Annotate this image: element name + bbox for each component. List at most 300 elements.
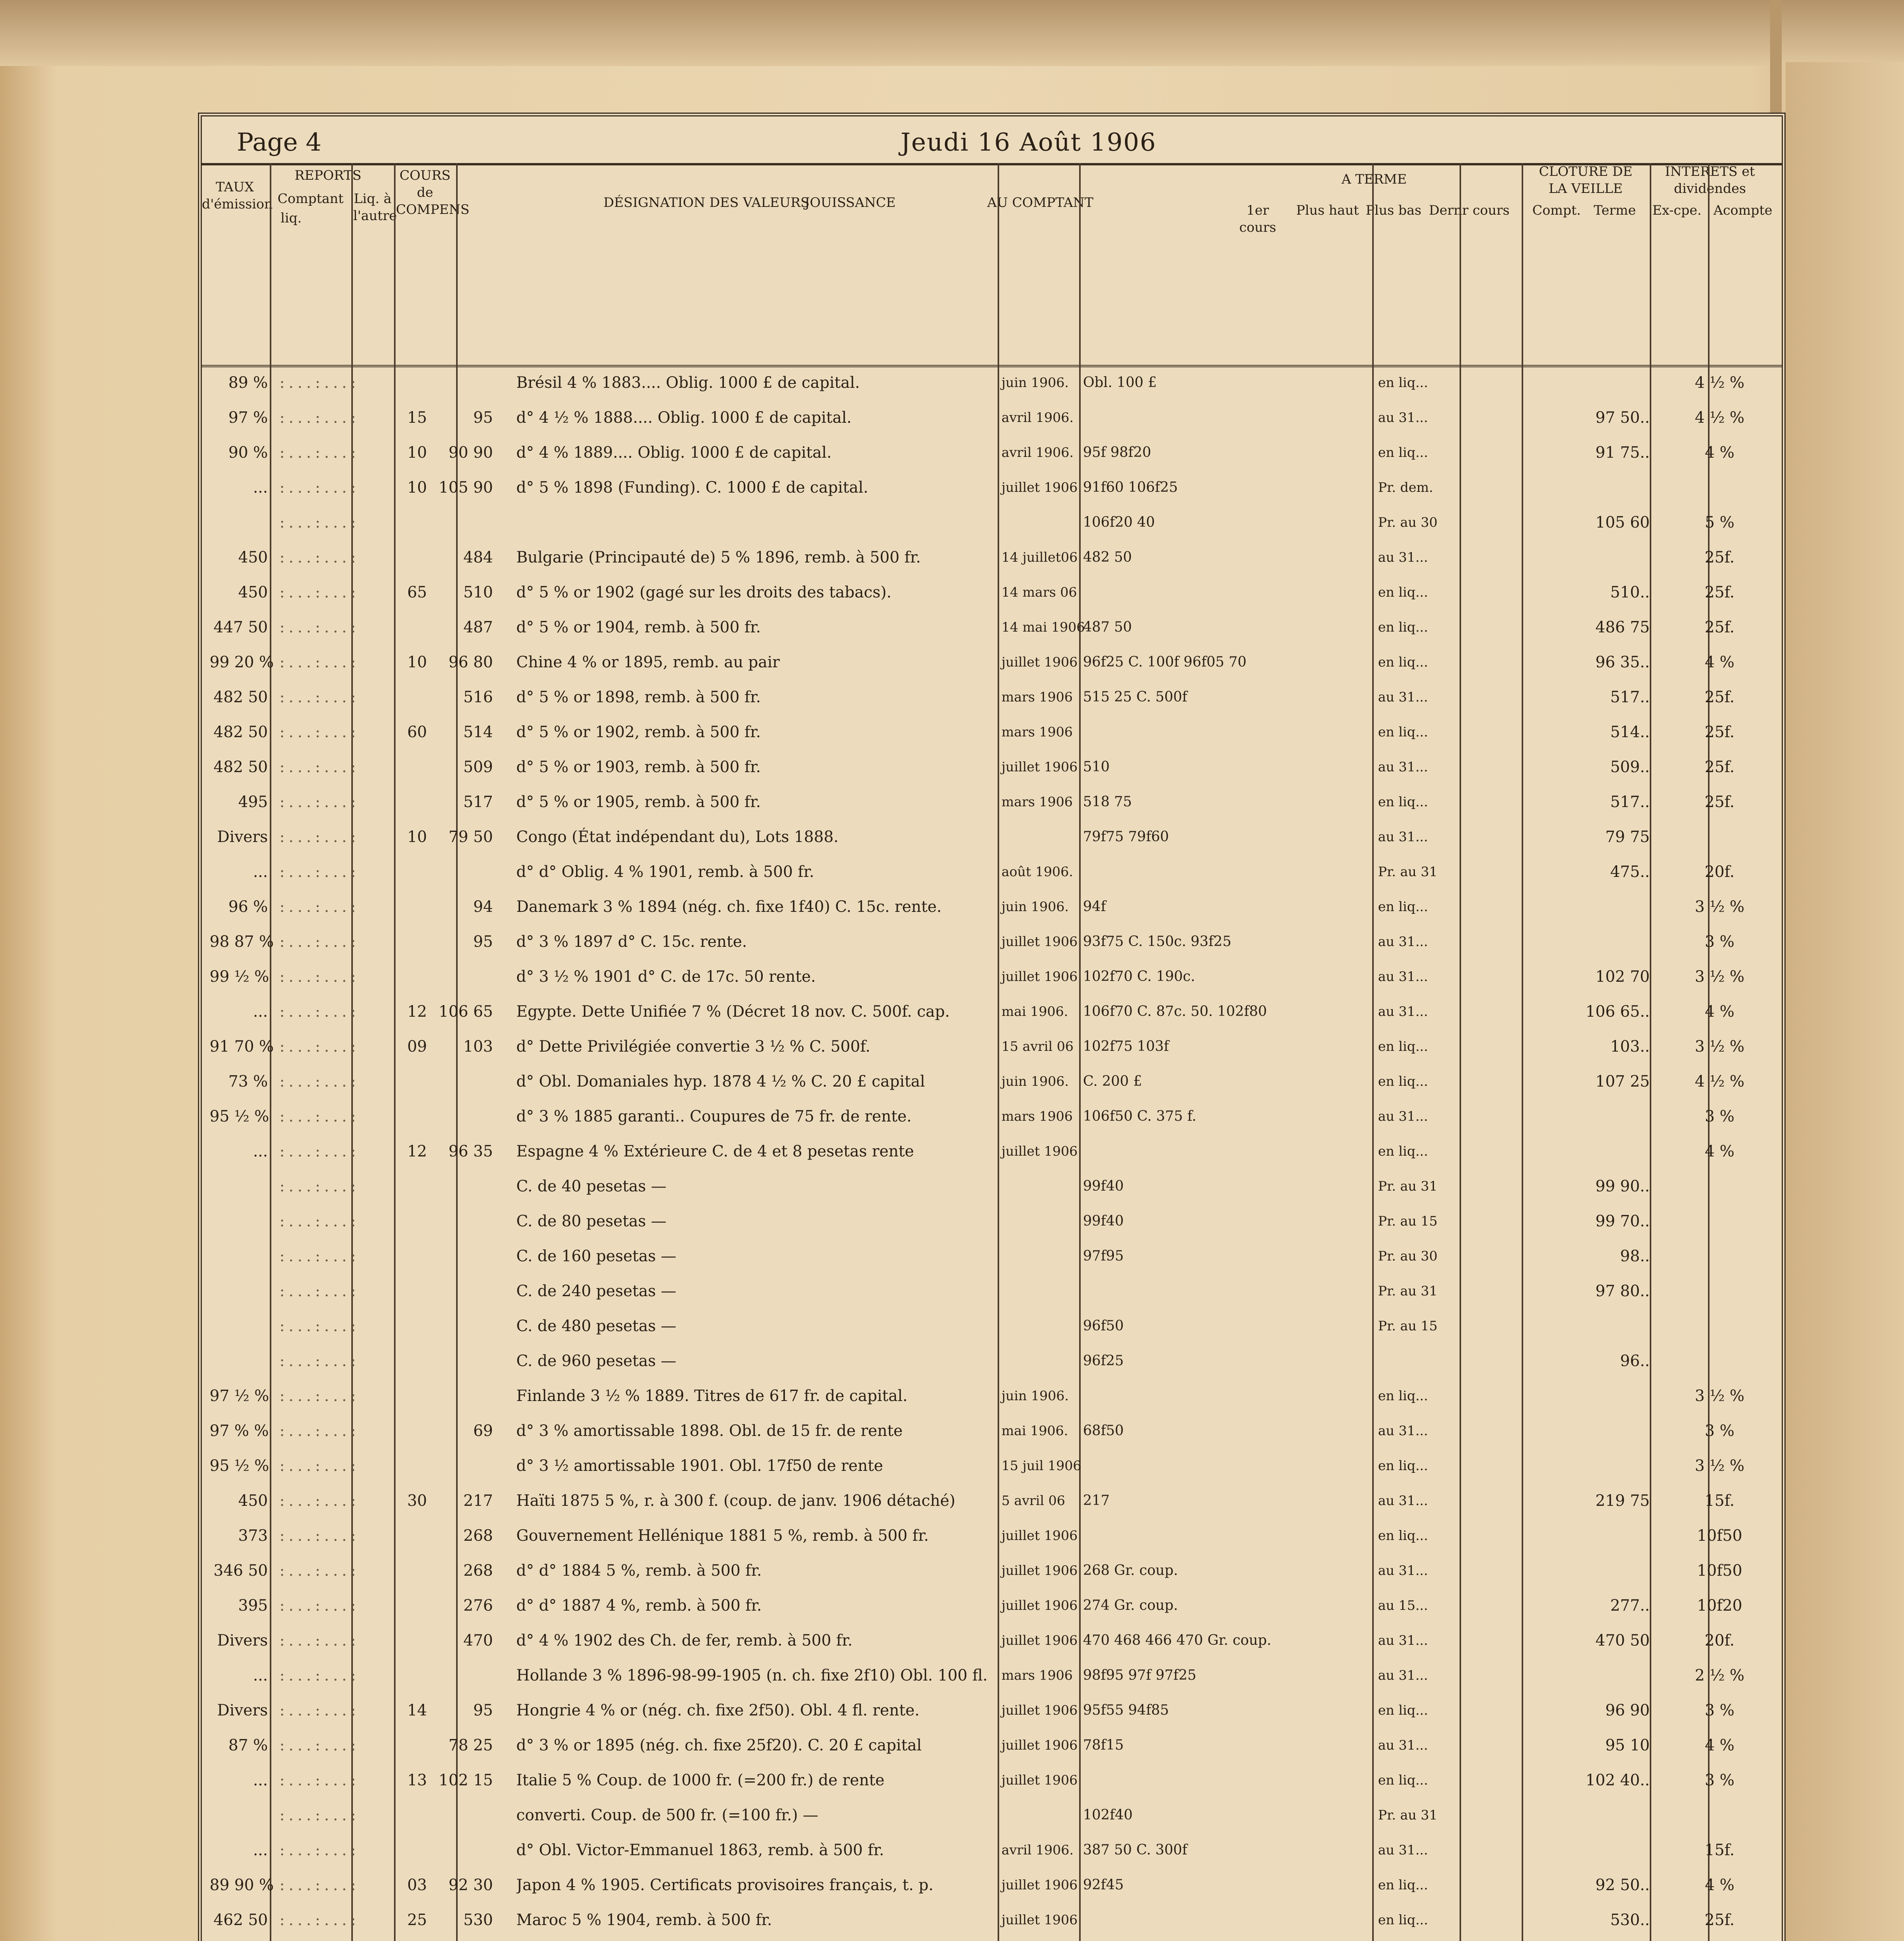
designation-cell: d° 5 % or 1902, remb. à 500 fr. xyxy=(516,723,761,741)
taux-cell: Divers xyxy=(217,1701,268,1719)
col-interets: INTÉRÊTS et dividendes xyxy=(1665,164,1755,196)
interets-cell: 3 % xyxy=(1704,933,1735,951)
interets-cell: 10f20 xyxy=(1697,1597,1743,1615)
reports-dots: :...:...: xyxy=(279,479,360,497)
reports-dots: :...:...: xyxy=(279,1701,360,1719)
au-comptant-cell: 96f25 xyxy=(1083,1353,1124,1369)
reports-dots: :...:...: xyxy=(279,1492,360,1510)
au-comptant-cell: C. 200 £ xyxy=(1083,1073,1142,1089)
au-comptant-cell: 79f75 79f60 xyxy=(1083,829,1169,845)
interets-cell: 3 ½ % xyxy=(1695,968,1744,986)
a-terme-cell: au 31... xyxy=(1378,1493,1428,1509)
reports-dots: :...:...: xyxy=(279,1876,360,1894)
taux-cell: ... xyxy=(253,1142,268,1160)
cloture-cell: 509.. xyxy=(1610,758,1650,776)
table-row xyxy=(202,1937,1782,1941)
taux-cell: 89 % xyxy=(228,374,268,392)
taux-cell: 395 xyxy=(238,1597,268,1615)
col-cours-compens: COURS de COMPENS xyxy=(396,168,470,217)
a-terme-cell: Pr. au 30 xyxy=(1378,1248,1438,1264)
designation-cell: d° Obl. Victor-Emmanuel 1863, remb. à 500 fr. xyxy=(516,1841,884,1859)
designation-cell: C. de 960 pesetas — xyxy=(516,1352,677,1370)
liq-autre-cell: 30 xyxy=(407,1492,427,1510)
page-date: Jeudi 16 Août 1906 xyxy=(901,128,1157,157)
table-row xyxy=(202,1762,1782,1800)
reports-dots: :...:...: xyxy=(279,968,360,986)
designation-cell: Haïti 1875 5 %, r. à 300 f. (coup. de janv. 1906 détaché) xyxy=(516,1492,956,1510)
page-header xyxy=(202,116,1782,165)
jouissance-cell: mars 1906 xyxy=(1001,794,1073,810)
designation-cell: Egypte. Dette Unifiée 7 % (Décret 18 nov. C. 500f. cap. xyxy=(516,1003,950,1021)
au-comptant-cell: 102f70 C. 190c. xyxy=(1083,969,1195,984)
col-ex-cpe: Ex-cpe. xyxy=(1652,203,1702,218)
reports-dots: :...:...: xyxy=(279,514,360,531)
reports-dots: :...:...: xyxy=(279,1632,360,1649)
jouissance-cell: juillet 1906 xyxy=(1001,969,1078,984)
au-comptant-cell: 274 Gr. coup. xyxy=(1083,1597,1178,1613)
cours-compens-cell: 102 15 xyxy=(439,1771,493,1789)
reports-dots: :...:...: xyxy=(279,1352,360,1370)
taux-cell: 447 50 xyxy=(213,618,268,636)
a-terme-cell: en liq... xyxy=(1378,1912,1428,1928)
table-row xyxy=(202,1064,1782,1101)
jouissance-cell: juillet 1906 xyxy=(1001,655,1078,670)
reports-dots: :...:...: xyxy=(279,1387,360,1405)
taux-cell: 495 xyxy=(238,793,268,811)
reports-dots: :...:...: xyxy=(279,1422,360,1440)
cloture-cell: 99 90.. xyxy=(1595,1177,1650,1195)
liq-autre-cell: 15 xyxy=(407,409,427,427)
designation-cell: Bulgarie (Principauté de) 5 % 1896, remb. à 500 fr. xyxy=(516,549,921,566)
taux-cell: 98 87 % xyxy=(210,933,274,951)
cloture-cell: 277.. xyxy=(1610,1597,1650,1615)
table-row xyxy=(202,575,1782,612)
reports-dots: :...:...: xyxy=(279,1736,360,1754)
cloture-cell: 91 75.. xyxy=(1595,444,1650,462)
table-row xyxy=(202,540,1782,577)
a-terme-cell: en liq... xyxy=(1378,1074,1428,1089)
page-top-shadow xyxy=(0,0,1904,66)
jouissance-cell: juillet 1906 xyxy=(1001,1912,1078,1928)
cloture-cell: 470 50 xyxy=(1595,1632,1650,1649)
designation-cell: d° 3 % 1885 garanti.. Coupures de 75 fr. de rente. xyxy=(516,1108,912,1125)
cours-compens-cell: 92 30 xyxy=(448,1876,493,1894)
a-terme-cell: au 31... xyxy=(1378,1004,1428,1019)
taux-cell: 87 % xyxy=(228,1736,268,1754)
designation-cell: d° 3 % 1897 d° C. 15c. rente. xyxy=(516,933,747,951)
cours-compens-cell: 96 35 xyxy=(448,1142,493,1160)
au-comptant-cell: 98f95 97f 97f25 xyxy=(1083,1667,1196,1683)
cloture-cell: 103.. xyxy=(1610,1038,1650,1056)
au-comptant-cell: 387 50 C. 300f xyxy=(1083,1842,1187,1858)
reports-dots: :...:...: xyxy=(279,688,360,706)
au-comptant-cell: 510 xyxy=(1083,759,1110,775)
taux-cell: 346 50 xyxy=(213,1562,268,1580)
cloture-cell: 530.. xyxy=(1610,1911,1650,1929)
cours-compens-cell: 517 xyxy=(463,793,493,811)
cours-compens-cell: 470 xyxy=(463,1632,493,1649)
col-a-terme: A TERME xyxy=(1341,172,1407,187)
jouissance-cell: juillet 1906 xyxy=(1001,1738,1078,1753)
cloture-cell: 514.. xyxy=(1610,723,1650,741)
cloture-cell: 96 35.. xyxy=(1595,653,1650,671)
cloture-cell: 510.. xyxy=(1610,583,1650,601)
designation-cell: converti. Coup. de 500 fr. (=100 fr.) — xyxy=(516,1806,819,1824)
jouissance-cell: juillet 1906 xyxy=(1001,1773,1078,1788)
cloture-cell: 475.. xyxy=(1610,863,1650,881)
jouissance-cell: juillet 1906 xyxy=(1001,1703,1078,1718)
interets-cell: 4 % xyxy=(1704,653,1735,671)
jouissance-cell: avril 1906. xyxy=(1001,1842,1074,1858)
page-number: Page 4 xyxy=(237,128,322,157)
table-row xyxy=(202,435,1782,472)
a-terme-cell: en liq... xyxy=(1378,445,1428,460)
cloture-cell: 97 50.. xyxy=(1595,409,1650,427)
cours-compens-cell: 69 xyxy=(473,1422,493,1440)
designation-cell: d° d° 1884 5 %, remb. à 500 fr. xyxy=(516,1562,762,1580)
col-liq: liq. xyxy=(280,210,302,226)
table-row xyxy=(202,1797,1782,1835)
table-row xyxy=(202,1203,1782,1241)
table-row xyxy=(202,1448,1782,1485)
table-row xyxy=(202,1099,1782,1136)
a-terme-cell: en liq... xyxy=(1378,1458,1428,1474)
cours-compens-cell: 95 xyxy=(473,409,493,427)
jouissance-cell: juillet 1906 xyxy=(1001,1598,1078,1613)
a-terme-cell: au 31... xyxy=(1378,1109,1428,1124)
cours-compens-cell: 94 xyxy=(473,898,493,916)
interets-cell: 25f. xyxy=(1704,758,1735,776)
au-comptant-cell: 217 xyxy=(1083,1493,1110,1509)
au-comptant-cell: 68f50 xyxy=(1083,1423,1124,1439)
cloture-cell: 105 60 xyxy=(1595,514,1650,531)
col-plus-haut: Plus haut xyxy=(1296,203,1359,218)
cours-compens-cell: 78 25 xyxy=(448,1736,493,1754)
table-row xyxy=(202,1343,1782,1380)
taux-cell: 89 90 % xyxy=(210,1876,274,1894)
a-terme-cell: Pr. au 15 xyxy=(1378,1214,1438,1229)
table-row xyxy=(202,1867,1782,1905)
designation-cell: Finlande 3 ½ % 1889. Titres de 617 fr. de capital. xyxy=(516,1387,908,1405)
reports-dots: :...:...: xyxy=(279,1911,360,1929)
designation-cell: d° Obl. Domaniales hyp. 1878 4 ½ % C. 20 £ capital xyxy=(516,1073,925,1090)
a-terme-cell: au 31... xyxy=(1378,759,1428,775)
designation-cell: d° 4 % 1889.... Oblig. 1000 £ de capital. xyxy=(516,444,832,462)
cours-compens-cell: 105 90 xyxy=(439,479,493,497)
table-row xyxy=(202,1832,1782,1870)
interets-cell: 4 ½ % xyxy=(1695,409,1744,427)
interets-cell: 2 ½ % xyxy=(1695,1667,1744,1684)
a-terme-cell: en liq... xyxy=(1378,1039,1428,1054)
interets-cell: 3 % xyxy=(1704,1771,1735,1789)
reports-dots: :...:...: xyxy=(279,863,360,881)
a-terme-cell: en liq... xyxy=(1378,1773,1428,1788)
cloture-cell: 95 10 xyxy=(1605,1736,1650,1754)
reports-dots: :...:...: xyxy=(279,1073,360,1090)
au-comptant-cell: 487 50 xyxy=(1083,619,1132,635)
reports-dots: :...:...: xyxy=(279,1597,360,1615)
jouissance-cell: 5 avril 06 xyxy=(1001,1493,1065,1509)
designation-cell: d° 5 % or 1903, remb. à 500 fr. xyxy=(516,758,761,776)
taux-cell: 99 20 % xyxy=(210,653,274,671)
table-row xyxy=(202,1168,1782,1206)
au-comptant-cell: 102f75 103f xyxy=(1083,1038,1169,1054)
reports-dots: :...:...: xyxy=(279,618,360,636)
taux-cell: Divers xyxy=(217,1632,268,1649)
interets-cell: 20f. xyxy=(1704,1632,1735,1649)
reports-dots: :...:...: xyxy=(279,1806,360,1824)
au-comptant-cell: 96f50 xyxy=(1083,1318,1124,1334)
cours-compens-cell: 217 xyxy=(463,1492,493,1510)
designation-cell: d° d° Oblig. 4 % 1901, remb. à 500 fr. xyxy=(516,863,814,881)
reports-dots: :...:...: xyxy=(279,793,360,811)
table-row xyxy=(202,609,1782,647)
taux-cell: 450 xyxy=(238,549,268,566)
col-plus-bas: Plus bas xyxy=(1366,203,1421,218)
a-terme-cell: en liq... xyxy=(1378,1388,1428,1404)
table-body xyxy=(202,365,1782,1941)
taux-cell: 482 50 xyxy=(213,688,268,706)
a-terme-cell: au 31... xyxy=(1378,829,1428,845)
table-row xyxy=(202,1238,1782,1276)
reports-dots: :...:...: xyxy=(279,723,360,741)
jouissance-cell: mars 1906 xyxy=(1001,1109,1073,1124)
a-terme-cell: en liq... xyxy=(1378,1877,1428,1893)
a-terme-cell: au 31... xyxy=(1378,1563,1428,1578)
interets-cell: 3 % xyxy=(1704,1422,1735,1440)
au-comptant-cell: 106f70 C. 87c. 50. 102f80 xyxy=(1083,1003,1267,1019)
jouissance-cell: juillet 1906 xyxy=(1001,480,1078,495)
taux-cell: ... xyxy=(253,863,268,881)
liq-autre-cell: 12 xyxy=(407,1003,427,1021)
au-comptant-cell: 91f60 106f25 xyxy=(1083,479,1178,495)
jouissance-cell: juin 1906. xyxy=(1001,375,1069,391)
interets-cell: 25f. xyxy=(1704,688,1735,706)
adjacent-page-strip xyxy=(1786,62,1904,1941)
interets-cell: 4 ½ % xyxy=(1695,1073,1744,1090)
cloture-cell: 517.. xyxy=(1610,688,1650,706)
jouissance-cell: avril 1906. xyxy=(1001,445,1074,460)
designation-cell: Congo (État indépendant du), Lots 1888. xyxy=(516,828,839,846)
designation-cell: d° 5 % 1898 (Funding). C. 1000 £ de capital. xyxy=(516,479,868,497)
liq-autre-cell: 10 xyxy=(407,653,427,671)
cours-compens-cell: 510 xyxy=(463,583,493,601)
table-row xyxy=(202,1588,1782,1625)
col-acompte: Acompte xyxy=(1713,203,1772,218)
col-liq-autre: Liq. à l'autre xyxy=(353,191,397,224)
interets-cell: 25f. xyxy=(1704,723,1735,741)
cours-compens-cell: 276 xyxy=(463,1597,493,1615)
cloture-cell: 79 75 xyxy=(1605,828,1650,846)
table-row xyxy=(202,959,1782,996)
reports-dots: :...:...: xyxy=(279,758,360,776)
liq-autre-cell: 13 xyxy=(407,1771,427,1789)
au-comptant-cell: 99f40 xyxy=(1083,1213,1124,1229)
reports-dots: :...:...: xyxy=(279,828,360,846)
taux-cell: ... xyxy=(253,1667,268,1684)
designation-cell: Japon 4 % 1905. Certificats provisoires français, t. p. xyxy=(516,1876,934,1894)
taux-cell: 73 % xyxy=(228,1073,268,1090)
table-row xyxy=(202,1553,1782,1590)
table-row xyxy=(202,1623,1782,1660)
cours-compens-cell: 90 90 xyxy=(448,444,493,462)
au-comptant-cell: 518 75 xyxy=(1083,794,1132,810)
reports-dots: :...:...: xyxy=(279,1247,360,1265)
au-comptant-cell: 93f75 C. 150c. 93f25 xyxy=(1083,934,1232,950)
column-headers xyxy=(202,163,1782,367)
designation-cell: d° d° 1887 4 %, remb. à 500 fr. xyxy=(516,1597,762,1615)
designation-cell: d° 5 % or 1905, remb. à 500 fr. xyxy=(516,793,761,811)
taux-cell: 97 ½ % xyxy=(210,1387,269,1405)
reports-dots: :...:...: xyxy=(279,1771,360,1789)
reports-dots: :...:...: xyxy=(279,1212,360,1230)
au-comptant-cell: 96f25 C. 100f 96f05 70 xyxy=(1083,654,1247,670)
jouissance-cell: juin 1906. xyxy=(1001,1074,1069,1089)
taux-cell: 482 50 xyxy=(213,758,268,776)
designation-cell: d° 5 % or 1902 (gagé sur les droits des tabacs). xyxy=(516,583,892,601)
table-row xyxy=(202,749,1782,786)
a-terme-cell: Pr. au 15 xyxy=(1378,1318,1438,1334)
col-comptant: Comptant xyxy=(278,191,344,207)
cloture-cell: 219 75 xyxy=(1595,1492,1650,1510)
jouissance-cell: juillet 1906 xyxy=(1001,1528,1078,1543)
interets-cell: 15f. xyxy=(1704,1841,1735,1859)
designation-cell: Chine 4 % or 1895, remb. au pair xyxy=(516,653,780,671)
table-row xyxy=(202,644,1782,682)
reports-dots: :...:...: xyxy=(279,898,360,916)
designation-cell: d° 5 % or 1904, remb. à 500 fr. xyxy=(516,618,761,636)
designation-cell: Gouvernement Hellénique 1881 5 %, remb. à 500 fr. xyxy=(516,1527,929,1545)
taux-cell: 90 % xyxy=(228,444,268,462)
reports-dots: :...:...: xyxy=(279,1527,360,1545)
taux-cell: 450 xyxy=(238,1492,268,1510)
table-row xyxy=(202,889,1782,926)
interets-cell: 15f. xyxy=(1704,1492,1735,1510)
a-terme-cell: en liq... xyxy=(1378,655,1428,670)
au-comptant-cell: 482 50 xyxy=(1083,549,1132,565)
reports-dots: :...:...: xyxy=(279,1282,360,1300)
a-terme-cell: au 31... xyxy=(1378,934,1428,950)
taux-cell: ... xyxy=(253,1841,268,1859)
a-terme-cell: au 31... xyxy=(1378,969,1428,984)
col-taux: TAUX d'émission xyxy=(202,179,273,212)
liq-autre-cell: 10 xyxy=(407,828,427,846)
a-terme-cell: en liq... xyxy=(1378,1528,1428,1543)
jouissance-cell: mars 1906 xyxy=(1001,689,1073,705)
table-row xyxy=(202,1134,1782,1171)
col-dernier-cours: Dernr cours xyxy=(1429,203,1510,218)
au-comptant-cell: 268 Gr. coup. xyxy=(1083,1563,1178,1578)
interets-cell: 25f. xyxy=(1704,1911,1735,1929)
designation-cell: d° Dette Privilégiée convertie 3 ½ % C. 500f. xyxy=(516,1038,871,1056)
a-terme-cell: en liq... xyxy=(1378,794,1428,810)
au-comptant-cell: 95f55 94f85 xyxy=(1083,1702,1169,1718)
cloture-cell: 102 70 xyxy=(1595,968,1650,986)
reports-dots: :...:...: xyxy=(279,1841,360,1859)
cloture-cell: 486 75 xyxy=(1595,618,1650,636)
table-row xyxy=(202,470,1782,507)
a-terme-cell: en liq... xyxy=(1378,1144,1428,1159)
cloture-cell: 96 90 xyxy=(1605,1701,1650,1719)
table-row xyxy=(202,714,1782,752)
taux-cell: 99 ½ % xyxy=(210,968,269,986)
taux-cell: 95 ½ % xyxy=(210,1457,269,1475)
cours-compens-cell: 103 xyxy=(463,1038,493,1056)
interets-cell: 25f. xyxy=(1704,618,1735,636)
a-terme-cell: en liq... xyxy=(1378,620,1428,635)
table-row xyxy=(202,1273,1782,1311)
taux-cell: 95 ½ % xyxy=(210,1108,269,1125)
table-row xyxy=(202,1658,1782,1695)
liq-autre-cell: 03 xyxy=(407,1876,427,1894)
liq-autre-cell: 60 xyxy=(407,723,427,741)
a-terme-cell: en liq... xyxy=(1378,724,1428,740)
cours-compens-cell: 268 xyxy=(463,1562,493,1580)
a-terme-cell: au 31... xyxy=(1378,1633,1428,1648)
interets-cell: 3 ½ % xyxy=(1695,1038,1744,1056)
taux-cell: 96 % xyxy=(228,898,268,916)
cloture-cell: 517.. xyxy=(1610,793,1650,811)
interets-cell: 25f. xyxy=(1704,549,1735,566)
jouissance-cell: août 1906. xyxy=(1001,864,1073,880)
au-comptant-cell: 106f20 40 xyxy=(1083,514,1155,530)
table-row xyxy=(202,400,1782,437)
a-terme-cell: Pr. au 31 xyxy=(1378,1283,1438,1299)
jouissance-cell: 14 mai 1906 xyxy=(1001,620,1085,635)
au-comptant-cell: 106f50 C. 375 f. xyxy=(1083,1108,1197,1124)
taux-cell: ... xyxy=(253,1771,268,1789)
cours-compens-cell: 514 xyxy=(463,723,493,741)
au-comptant-cell: Obl. 100 £ xyxy=(1083,375,1157,391)
jouissance-cell: juillet 1906 xyxy=(1001,1877,1078,1893)
cloture-cell: 102 40.. xyxy=(1585,1771,1650,1789)
taux-cell: 97 % xyxy=(228,409,268,427)
reports-dots: :...:...: xyxy=(279,444,360,462)
a-terme-cell: en liq... xyxy=(1378,1703,1428,1718)
jouissance-cell: 14 juillet06 xyxy=(1001,550,1078,565)
jouissance-cell: 14 mars 06 xyxy=(1001,585,1077,600)
interets-cell: 10f50 xyxy=(1697,1562,1743,1580)
reports-dots: :...:...: xyxy=(279,1003,360,1021)
interets-cell: 4 % xyxy=(1704,444,1735,462)
taux-cell: 482 50 xyxy=(213,723,268,741)
interets-cell: 20f. xyxy=(1704,863,1735,881)
designation-cell: d° 4 ½ % 1888.... Oblig. 1000 £ de capital. xyxy=(516,409,852,427)
col-premier-cours: 1er cours xyxy=(1239,203,1276,235)
interets-cell: 3 % xyxy=(1704,1108,1735,1125)
liq-autre-cell: 10 xyxy=(407,479,427,497)
jouissance-cell: juillet 1906 xyxy=(1001,1144,1078,1159)
reports-dots: :...:...: xyxy=(279,409,360,427)
a-terme-cell: Pr. au 31 xyxy=(1378,1807,1438,1823)
table-row xyxy=(202,994,1782,1031)
a-terme-cell: au 31... xyxy=(1378,550,1428,565)
jouissance-cell: mars 1906 xyxy=(1001,1668,1073,1683)
reports-dots: :...:...: xyxy=(279,549,360,566)
table-row xyxy=(202,1727,1782,1765)
cours-compens-cell: 516 xyxy=(463,688,493,706)
cloture-cell: 99 70.. xyxy=(1595,1212,1650,1230)
a-terme-cell: au 31... xyxy=(1378,1423,1428,1439)
a-terme-cell: Pr. au 31 xyxy=(1378,1179,1438,1194)
au-comptant-cell: 92f45 xyxy=(1083,1877,1124,1893)
designation-cell: C. de 480 pesetas — xyxy=(516,1317,677,1335)
interets-cell: 25f. xyxy=(1704,583,1735,601)
interets-cell: 3 ½ % xyxy=(1695,1387,1744,1405)
taux-cell: 97 % % xyxy=(210,1422,269,1440)
designation-cell: d° 3 % amortissable 1898. Obl. de 15 fr. de rente xyxy=(516,1422,903,1440)
reports-dots: :...:...: xyxy=(279,1177,360,1195)
